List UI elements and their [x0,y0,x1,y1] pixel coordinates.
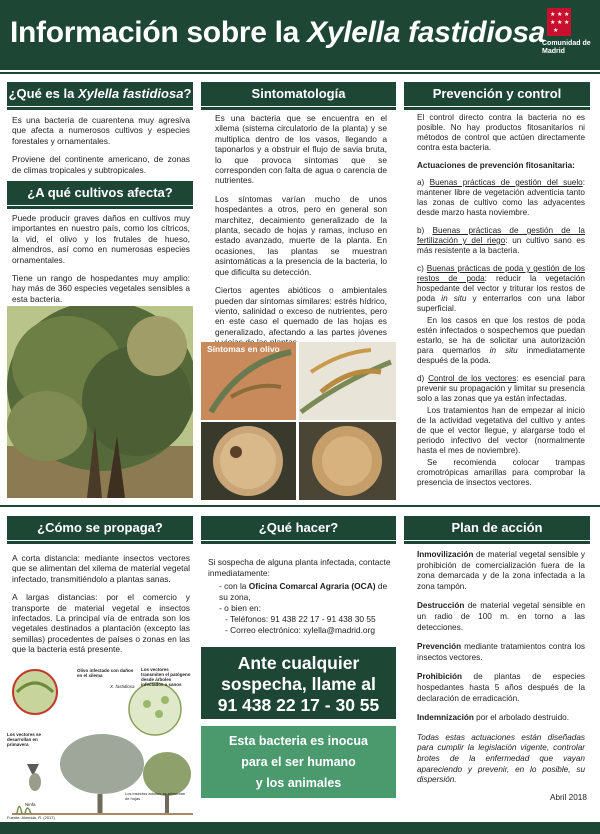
call-box-phone: 91 438 22 17 - 30 55 [217,695,380,715]
page-title: Información sobre la Xylella fastidiosa [10,16,546,49]
cultivos-text: Puede producir graves daños en cultivos muy importantes en nuestro país, como los cítricos, la vid, el olivo y los frutales de hueso, almendros, así como en numerosas especies ornamentales. Tiene un rango de hospedantes muy amplio: hay más de 360 especies vegetales sensibles a esta bacteria. [12,213,190,304]
section-heading-cultivos: ¿A qué cultivos afecta? [7,181,193,205]
propagation-diagram [7,664,193,822]
call-box-line1: Ante cualquier [237,653,360,673]
plan-text: Inmovilización de material vegetal sensible y prohibición de comercialización fuera de la zona demarcada y de la zona infectada a la zona tampón. Destrucción de material vegetal sensible en un radio de 100 m. en torno a las detecciones. Prevención mediante tratamientos contra los insectos vectores. Prohibición de plantas de especies hospedantes hasta 5 años después de la declaración de erradicación. Indemnización por el arbolado destruido. Todas estas actuaciones están diseñadas para cumplir la legislación vigente, controlar brotes de la enfermedad que vayan apareciendo y prevenir, en lo posible, su dispersión. [417,550,585,785]
symptoms-photo-label: Síntomas en olivo [207,344,280,354]
logo-text: Comunidad de Madrid [542,40,591,55]
sintomatologia-text: Es una bacteria que se encuentra en el xilema (sistema circulatorio de la planta) y se multiplica dentro de los vasos, llegando a taponarlos y a obstruir el flujo de savia bruta, lo que provoca síntomas que se corresponden con falta de agua o carencia de nutrientes. Los síntomas varían mucho de unos hospedantes a otros, pero en general son marchitez, decaimiento generalizado de la planta, secado de hojas y ramas, incluso en estado avanzado, muerte de la planta. En ocasiones, las plantas se muestran asintomáticas a la presencia de la bacteria, lo que dificulta su detección. Ciertos agentes abióticos o ambientales pueden dar síntomas similares: estrés hídrico, viento, salinidad o exceso de nutrientes, pero en este caso el quemado de las hojas es generalizado, afectando a las partes jóvenes [215,113,387,337]
diagram-label-ninfa: Ninfa [25,802,36,807]
inocua-line3: y los animales [255,776,342,790]
section-heading-sintomatologia: Sintomatología [201,82,396,106]
diagram-label-olivo: Olivo infectado con daños en el xilema [77,668,134,678]
section-heading-propaga: ¿Cómo se propaga? [7,516,193,540]
inocua-line1: Esta bacteria es inocua [229,734,368,748]
propaga-text: A corta distancia: mediante insectos vectores que se alimentan del xilema de material vegetal infectado, transmitiéndolo a plantas sanas. A largas distancias: por el comercio y transporte de material vegetal e insectos infectados. La principal vía de entrada son los vegetales destinados a plantación (excepto las semillas) procedentes de países o zonas en las que la bacteria está presente. [12,553,190,655]
section-heading-prevencion: Prevención y control [404,82,590,106]
diagram-source: Fuente: Almeida, R. (2017) [7,815,55,820]
madrid-flag-icon: ★ ★ ★ ★ ★ ★ ★ [547,8,571,36]
inocua-line2: para el ser humano [241,755,356,769]
comunidad-madrid-logo [540,8,594,64]
page-header [0,0,600,70]
section-heading-que-es: ¿Qué es la Xylella fastidiosa? [7,82,193,106]
diagram-label-xf: X. fastidiosa [110,684,135,689]
que-es-text: Es una bacteria de cuarentena muy agresiva que afecta a numerosos cultivos y especies forestales y ornamentales. Proviene del continente americano, de zonas de climas tropicales y subtropicales. [12,115,190,175]
section-heading-plan: Plan de acción [404,516,590,540]
page-footer [0,822,600,834]
call-box [201,647,396,719]
diagram-label-vectores: Los vectores transmiten el patógeno desde árboles infectados a sanos [141,667,191,687]
inocua-box [201,726,396,798]
header-divider [0,72,600,74]
diagram-label-adultos: Los insectos adultos se alimentan de hojas [125,791,186,801]
diagram-label-primavera: Los vectores se desarrollan en primavera [7,732,42,747]
prevencion-text: El control directo contra la bacteria no es posible. No hay productos fitosanitarios ni métodos de control que actúen directamente contra esta bacteria. Actuaciones de prevención fitosanitaria: a) Buenas prácticas de gestión del suelo: mantener libre de vegetación adventicia tanto las zonas de cultivo como las adyacentes desde marzo hasta noviembre. b) Buenas prácticas de gestión de la fertilización y del riego: un cultivo sano es más resistente a la bacteria. c) Buenas prácticas de poda y gestión de los restos de poda: reducir la vegetación hospedante del vector y triturar los restos de poda in situ y enterrarlos con una labor superficial. En los casos en que los restos de poda estén infectados o sospechemos que puedan estarlo, se ha de solicitar una autorización para quemarlos in situ inmediatamente después de la poda. d) Control de los vectores: es esencial para prevenir su propagación y limitar su presencia solo a las zonas que ya están infectadas. Los tratamientos han de empezar al inicio de la actividad vegetativa del cultivo y antes de que el vector llegue, y alargarse todo el periodo infectivo del vector (normalmente hasta el mes de noviembre). Se recomienda colocar trampas cromotrópicas amarillas para comprobar la presencia de insectos vectores. [417,113,586,487]
date-label: Abril 2018 [550,793,587,802]
middle-divider [0,505,600,507]
olive-symptoms-photos [201,342,396,500]
section-heading-que-hacer: ¿Qué hacer? [201,516,396,540]
que-hacer-text: Si sospecha de alguna planta infectada, contacte inmediatamente: - con la Oficina Comarcal Agraria (OCA) de su zona, - o bien en: - Teléfonos: 91 438 22 17 - 91 438 30 55 - Correo electrónico: xylella@madrid.org [208,557,391,635]
call-box-line2: sospecha, llame al [221,674,376,694]
olive-tree-photo [7,306,193,498]
